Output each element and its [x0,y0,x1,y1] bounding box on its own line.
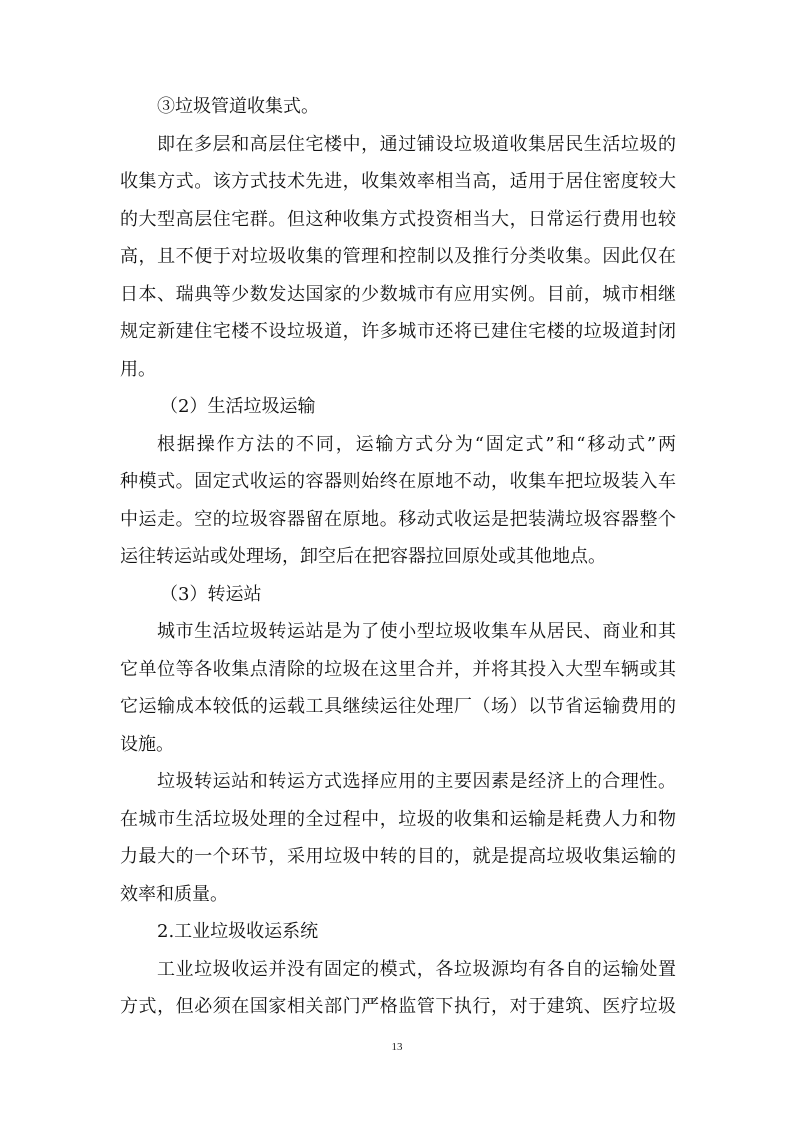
paragraph-line: 它单位等各收集点清除的垃圾在这里合并，并将其投入大型车辆或其 [120,658,676,680]
document-body [120,88,676,1026]
page-number: 13 [391,1041,403,1053]
paragraph-line: 力最大的一个环节，采用垃圾中转的目的，就是提高垃圾收集运输的 [120,846,676,867]
paragraph-line: 垃圾转运站和转运方式选择应用的主要因素是经济上的合理性。 [157,771,676,792]
section-heading-transport: （2）生活垃圾运输 [160,396,316,417]
paragraph-line: 设施。 [120,733,174,755]
paragraph-line: 收集方式。该方式技术先进，收集效率相当高，适用于居住密度较大 [120,171,676,192]
paragraph-line: 效率和质量。 [120,883,228,905]
paragraph-line: 的大型高层住宅群。但这种收集方式投资相当大，日常运行费用也较 [120,208,676,230]
section-heading-transfer-station: （3）转运站 [160,583,262,605]
section-heading-industrial-waste: 2.工业垃圾收运系统 [157,921,319,942]
paragraph-line: 工业垃圾收运并没有固定的模式，各垃圾源均有各自的运输处置 [157,958,676,980]
paragraph-line: 高，且不便于对垃圾收集的管理和控制以及推行分类收集。因此仅在 [120,246,676,267]
paragraph-line: 种模式。固定式收运的容器则始终在原地不动，收集车把垃圾装入车 [120,471,676,492]
paragraph-line: 城市生活垃圾转运站是为了使小型垃圾收集车从居民、商业和其 [157,621,676,642]
paragraph-line: 方式，但必须在国家相关部门严格监管下执行，对于建筑、医疗垃圾 [120,996,676,1017]
paragraph-line: 在城市生活垃圾处理的全过程中，垃圾的收集和运输是耗费人力和物 [120,808,676,830]
paragraph-line: 规定新建住宅楼不设垃圾道，许多城市还将已建住宅楼的垃圾道封闭 [120,321,676,342]
paragraph-line: 用。 [120,358,156,380]
paragraph-line: 根据操作方法的不同，运输方式分为“固定式”和“移动式”两 [157,433,676,455]
paragraph-line: 中运走。空的垃圾容器留在原地。移动式收运是把装满垃圾容器整个 [120,508,676,530]
paragraph-line: 它运输成本较低的运载工具继续运往处理厂（场）以节省运输费用的 [120,696,676,717]
paragraph-line: 日本、瑞典等少数发达国家的少数城市有应用实例。目前，城市相继 [120,283,676,305]
paragraph-line: 运往转运站或处理场，卸空后在把容器拉回原处或其他地点。 [120,546,606,567]
paragraph-line: 即在多层和高层住宅楼中，通过铺设垃圾道收集居民生活垃圾的 [157,133,676,155]
subsection-heading-pipeline-collection: ③垃圾管道收集式。 [157,96,319,117]
